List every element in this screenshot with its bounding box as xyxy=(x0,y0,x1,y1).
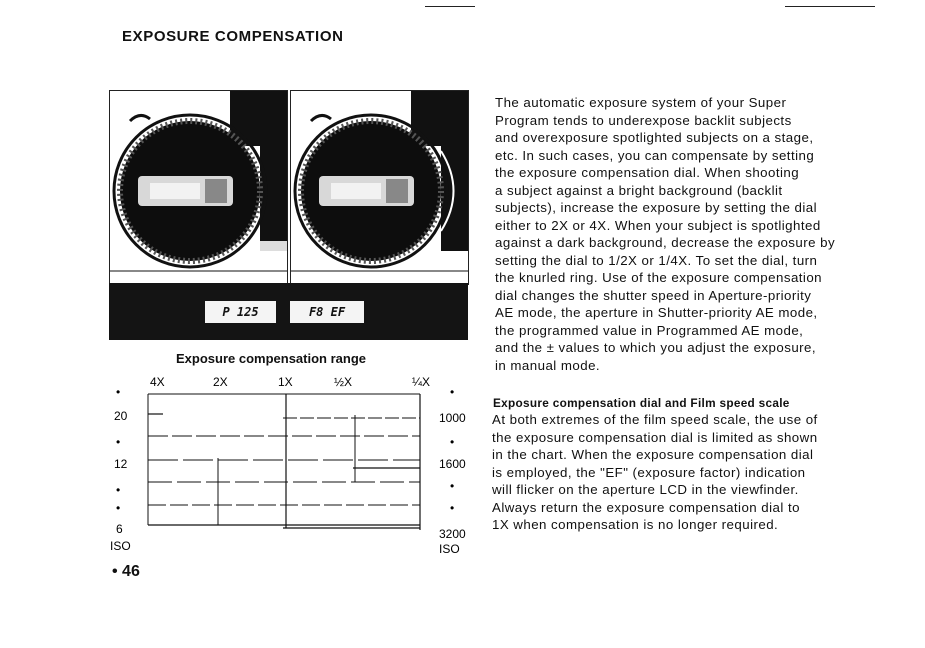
top-rule-right xyxy=(785,6,875,7)
intro-paragraph xyxy=(495,94,835,374)
text-line: and the ± values to which you adjust the exposure, xyxy=(495,340,817,355)
text-line: in manual mode. xyxy=(495,357,601,373)
right-tick-dot-4: • xyxy=(450,501,455,515)
compensation-range-chart xyxy=(108,370,468,560)
right-tick-dot-1: • xyxy=(450,385,455,399)
text-line: the programmed value in Programmed AE mode, xyxy=(495,322,804,338)
page-title: EXPOSURE COMPENSATION xyxy=(122,28,344,45)
text-line: against a dark background, decrease the exposure by xyxy=(495,235,836,250)
left-tick-12: 12 xyxy=(114,457,128,471)
aperture-lcd: F8 EF xyxy=(290,301,364,323)
text-line: a subject against a bright background (backlit xyxy=(495,182,783,198)
text-line: setting the dial to 1/2X or 1/4X. To set the dial, turn xyxy=(495,252,818,268)
shutter-lcd: P 125 xyxy=(205,301,276,323)
right-axis-label: ISO xyxy=(439,542,460,556)
text-line: Always return the exposure compensation dial to xyxy=(492,499,800,515)
left-tick-20: 20 xyxy=(114,409,128,423)
left-axis-label: ISO xyxy=(110,539,131,553)
col-label-quarter-x: ¼X xyxy=(412,375,431,389)
text-line: either to 2X or 4X. When your subject is spotlighted xyxy=(495,217,821,233)
left-tick-6: 6 xyxy=(116,522,123,536)
text-line: will flicker on the aperture LCD in the viewfinder. xyxy=(492,482,799,497)
text-line: subjects), increase the exposure by setting the dial xyxy=(495,200,818,215)
text-line: Program tends to underexpose backlit subjects xyxy=(495,112,792,128)
left-tick-dot-3: • xyxy=(116,501,121,515)
chart-title: Exposure compensation range xyxy=(176,351,366,366)
left-top-dot: • xyxy=(116,385,121,399)
text-line: 1X when compensation is no longer required. xyxy=(492,517,779,532)
viewfinder-lcd-strip xyxy=(109,283,468,340)
left-tick-dot-2: • xyxy=(116,483,121,497)
text-line: the exposure compensation dial. When shooting xyxy=(495,165,800,180)
text-line: dial changes the shutter speed in Aperture-priority xyxy=(495,287,812,303)
text-line: is employed, the "EF" (exposure factor) indication xyxy=(492,464,806,480)
top-rule-left xyxy=(425,6,475,7)
right-tick-3200: 3200 xyxy=(439,527,466,541)
page-number: • 46 xyxy=(112,563,140,580)
col-label-4x: 4X xyxy=(150,375,165,389)
col-label-half-x: ½X xyxy=(334,375,353,389)
right-tick-dot-2: • xyxy=(450,435,455,449)
text-line: and overexposure spotlighted subjects on a stage, xyxy=(495,130,814,145)
left-tick-dot-1: • xyxy=(116,435,121,449)
text-line: in the chart. When the exposure compensation dial xyxy=(492,447,814,462)
col-label-1x: 1X xyxy=(278,375,293,389)
text-line: The automatic exposure system of your Super xyxy=(495,95,787,110)
right-tick-1600: 1600 xyxy=(439,457,466,471)
text-line: the knurled ring. Use of the exposure compensation xyxy=(495,270,823,285)
text-line: the exposure compensation dial is limited as shown xyxy=(492,429,818,445)
text-line: etc. In such cases, you can compensate by setting xyxy=(495,147,815,163)
text-line: AE mode, the aperture in Shutter-priority AE mode, xyxy=(495,305,818,320)
camera-photo-right xyxy=(290,90,469,285)
right-tick-1000: 1000 xyxy=(439,411,466,425)
section-paragraph xyxy=(492,411,818,534)
camera-photo-left xyxy=(109,90,288,285)
right-tick-dot-3: • xyxy=(450,479,455,493)
section-heading: Exposure compensation dial and Film speed scale xyxy=(493,396,790,410)
text-line: At both extremes of the film speed scale, the use of xyxy=(492,412,818,427)
col-label-2x: 2X xyxy=(213,375,228,389)
